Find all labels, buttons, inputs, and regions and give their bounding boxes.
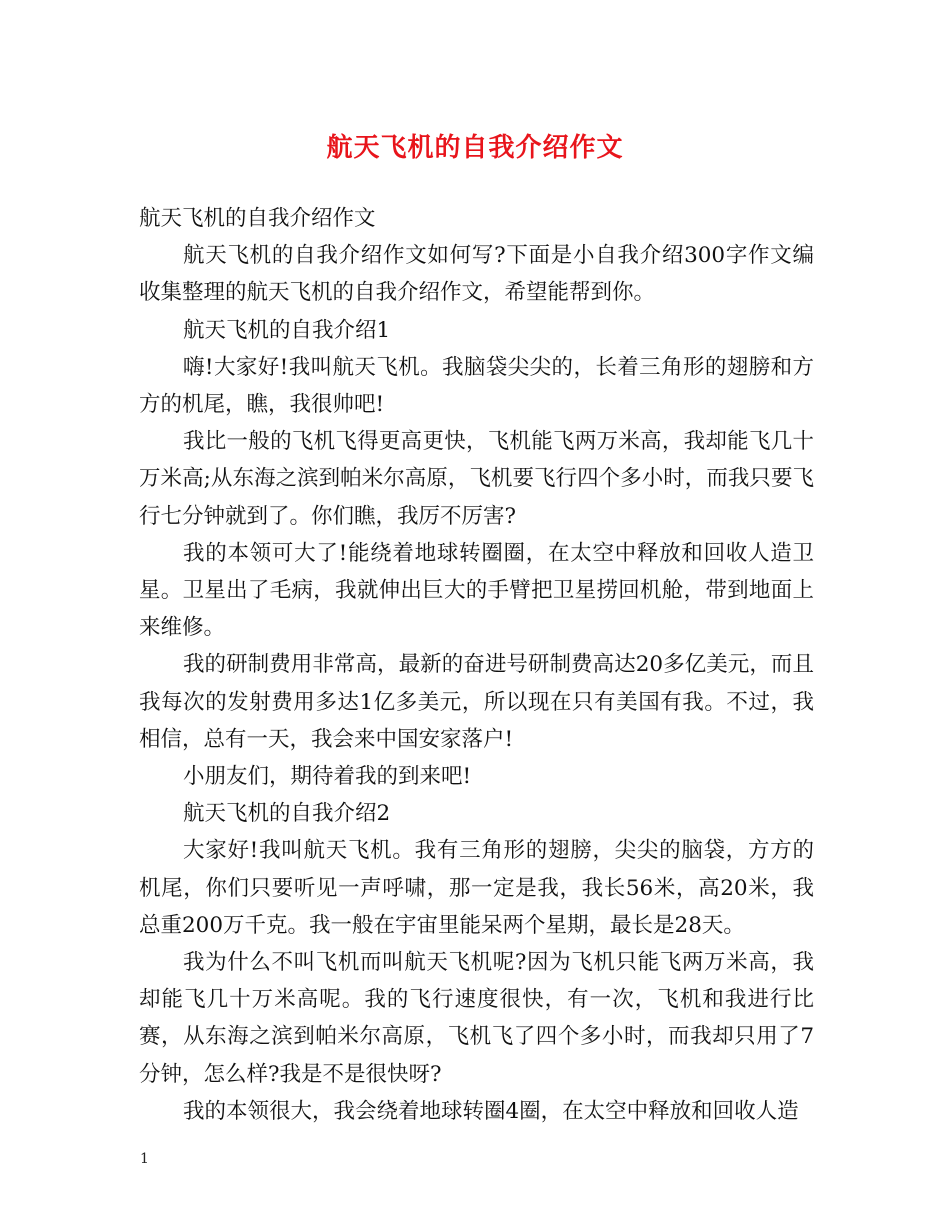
body-paragraph: 大家好!我叫航天飞机。我有三角形的翅膀，尖尖的脑袋，方方的机尾，你们只要听见一声呼啸，那一定是我，我长56米，高20米，我总重200万千克。我一般在宇宙里能呆两个星期，最长是28天。 <box>139 838 814 938</box>
body-paragraph: 我的本领很大，我会绕着地球转圈4圈，在太空中释放和回收人造 <box>183 1098 799 1124</box>
body-paragraph: 航天飞机的自我介绍作文如何写?下面是小自我介绍300字作文编收集整理的航天飞机的自我介绍作文，希望能帮到你。 <box>139 243 814 306</box>
body-paragraph: 我为什么不叫飞机而叫航天飞机呢?因为飞机只能飞两万米高，我却能飞几十万米高呢。我的飞行速度很快，有一次，飞机和我进行比赛，从东海之滨到帕米尔高原，飞机飞了四个多小时，而我却只用了7分钟，怎么样?我是不是很快呀? <box>139 950 814 1087</box>
body-paragraph: 嗨!大家好!我叫航天飞机。我脑袋尖尖的，长着三角形的翅膀和方方的机尾，瞧，我很帅吧! <box>139 354 814 418</box>
body-paragraph: 我的本领可大了!能绕着地球转圈圈，在太空中释放和回收人造卫星。卫星出了毛病，我就伸出巨大的手臂把卫星捞回机舱，带到地面上来维修。 <box>139 540 814 641</box>
section-heading: 航天飞机的自我介绍1 <box>183 317 391 343</box>
body-paragraph: 我比一般的飞机飞得更高更快，飞机能飞两万米高，我却能飞几十万米高;从东海之滨到帕米尔高原，飞机要飞行四个多小时，而我只要飞行七分钟就到了。你们瞧，我厉不厉害? <box>139 429 814 529</box>
body-paragraph: 小朋友们，期待着我的到来吧! <box>183 764 472 790</box>
body-paragraph: 航天飞机的自我介绍作文 <box>139 206 376 231</box>
body-paragraph: 我的研制费用非常高，最新的奋进号研制费高达20多亿美元，而且我每次的发射费用多达1亿多美元，所以现在只有美国有我。不过，我相信，总有一天，我会来中国安家落户! <box>139 652 814 752</box>
page-number: 1 <box>140 1151 149 1167</box>
document-title: 航天飞机的自我介绍作文 <box>326 133 624 163</box>
section-heading: 航天飞机的自我介绍2 <box>183 801 391 827</box>
document-body <box>139 200 814 1130</box>
